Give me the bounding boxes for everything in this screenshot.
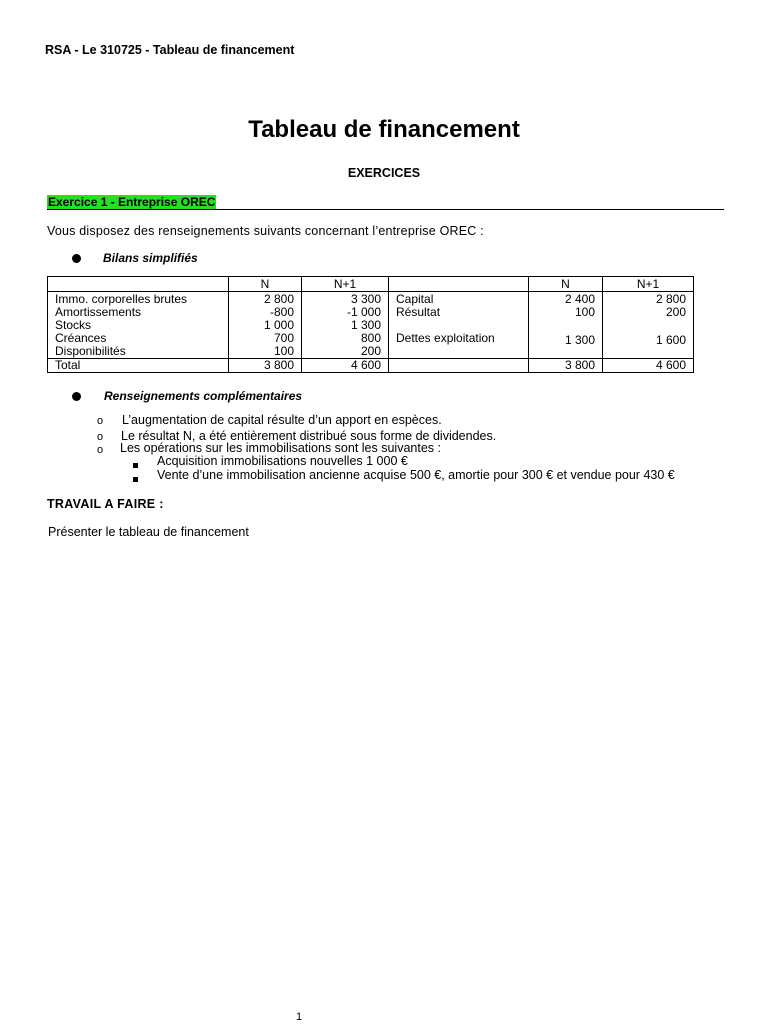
total-value: 3 800 [529, 359, 603, 373]
list-item: L’augmentation de capital résulte d’un apport en espèces. [122, 413, 442, 427]
liability-value: 200 [665, 305, 686, 319]
section-bilans-label: Bilans simplifiés [103, 251, 198, 265]
table-header: N+1 [603, 277, 694, 292]
asset-value: 1 300 [350, 318, 381, 332]
table-header [389, 277, 529, 292]
asset-value: 800 [360, 331, 381, 345]
asset-label: Stocks [55, 318, 92, 332]
page-header: RSA - Le 310725 - Tableau de financement [45, 43, 295, 57]
total-value: 4 600 [603, 359, 694, 373]
bullet-icon [72, 392, 81, 401]
asset-label: Disponibilités [55, 344, 126, 358]
liability-value: 2 800 [655, 292, 686, 306]
bullet-icon [72, 254, 81, 263]
section-renseignements-label: Renseignements complémentaires [104, 389, 303, 403]
square-bullet-icon [133, 463, 138, 468]
list-item: Le résultat N, a été entièrement distribué sous forme de dividendes. [121, 429, 497, 443]
table-total-row [48, 359, 694, 373]
asset-label: Créances [55, 331, 107, 345]
asset-label: Amortissements [55, 305, 142, 319]
heading-divider [47, 209, 724, 210]
asset-value: 1 000 [263, 318, 294, 332]
asset-label: Immo. corporelles brutes [55, 292, 188, 306]
bilan-table [47, 276, 694, 373]
liability-value: 1 600 [655, 333, 686, 347]
liability-label: Capital [396, 292, 434, 306]
total-label: Total [48, 359, 229, 373]
liability-labels-cell [389, 292, 529, 359]
liability-label: Dettes exploitation [396, 331, 495, 345]
list-marker: o [97, 444, 104, 456]
asset-labels-cell [48, 292, 229, 359]
sub-list-item: Vente d’une immobilisation ancienne acquise 500 €, amortie pour 300 € et vendue pour 430 € [157, 468, 675, 482]
total-value: 4 600 [302, 359, 389, 373]
intro-text: Vous disposez des renseignements suivants concernant l’entreprise OREC : [47, 224, 484, 238]
asset-value: 2 800 [263, 292, 294, 306]
list-item: Les opérations sur les immobilisations sont les suivantes : [120, 441, 441, 455]
asset-value: -800 [269, 305, 294, 319]
asset-value: 3 300 [350, 292, 381, 306]
liability-value: 100 [574, 305, 595, 319]
task-text: Présenter le tableau de financement [48, 525, 249, 539]
table-header-row [48, 277, 694, 292]
liability-n1-cell [603, 292, 694, 359]
liability-value: 2 400 [564, 292, 595, 306]
square-bullet-icon [133, 477, 138, 482]
asset-value: 200 [360, 344, 381, 358]
liability-value: 1 300 [564, 333, 595, 347]
asset-n1-cell [302, 292, 389, 359]
liability-n-cell [529, 292, 603, 359]
total-value: 3 800 [229, 359, 302, 373]
table-row [48, 292, 694, 359]
page-number: 1 [295, 1011, 303, 1023]
task-heading: TRAVAIL A FAIRE : [47, 497, 164, 511]
table-header: N [229, 277, 302, 292]
page-subtitle: EXERCICES [347, 166, 421, 180]
asset-value: 100 [273, 344, 294, 358]
asset-value: -1 000 [346, 305, 381, 319]
asset-n-cell [229, 292, 302, 359]
sub-list-item: Acquisition immobilisations nouvelles 1 000 € [157, 454, 408, 468]
exercise-heading: Exercice 1 - Entreprise OREC [48, 195, 216, 209]
table-header [48, 277, 229, 292]
asset-value: 700 [273, 331, 294, 345]
table-header: N+1 [302, 277, 389, 292]
table-header: N [529, 277, 603, 292]
page-title: Tableau de financement [248, 116, 520, 143]
liability-label: Résultat [396, 305, 441, 319]
list-marker: o [97, 415, 104, 427]
total-empty-cell [389, 359, 529, 373]
list-marker: o [97, 431, 104, 443]
